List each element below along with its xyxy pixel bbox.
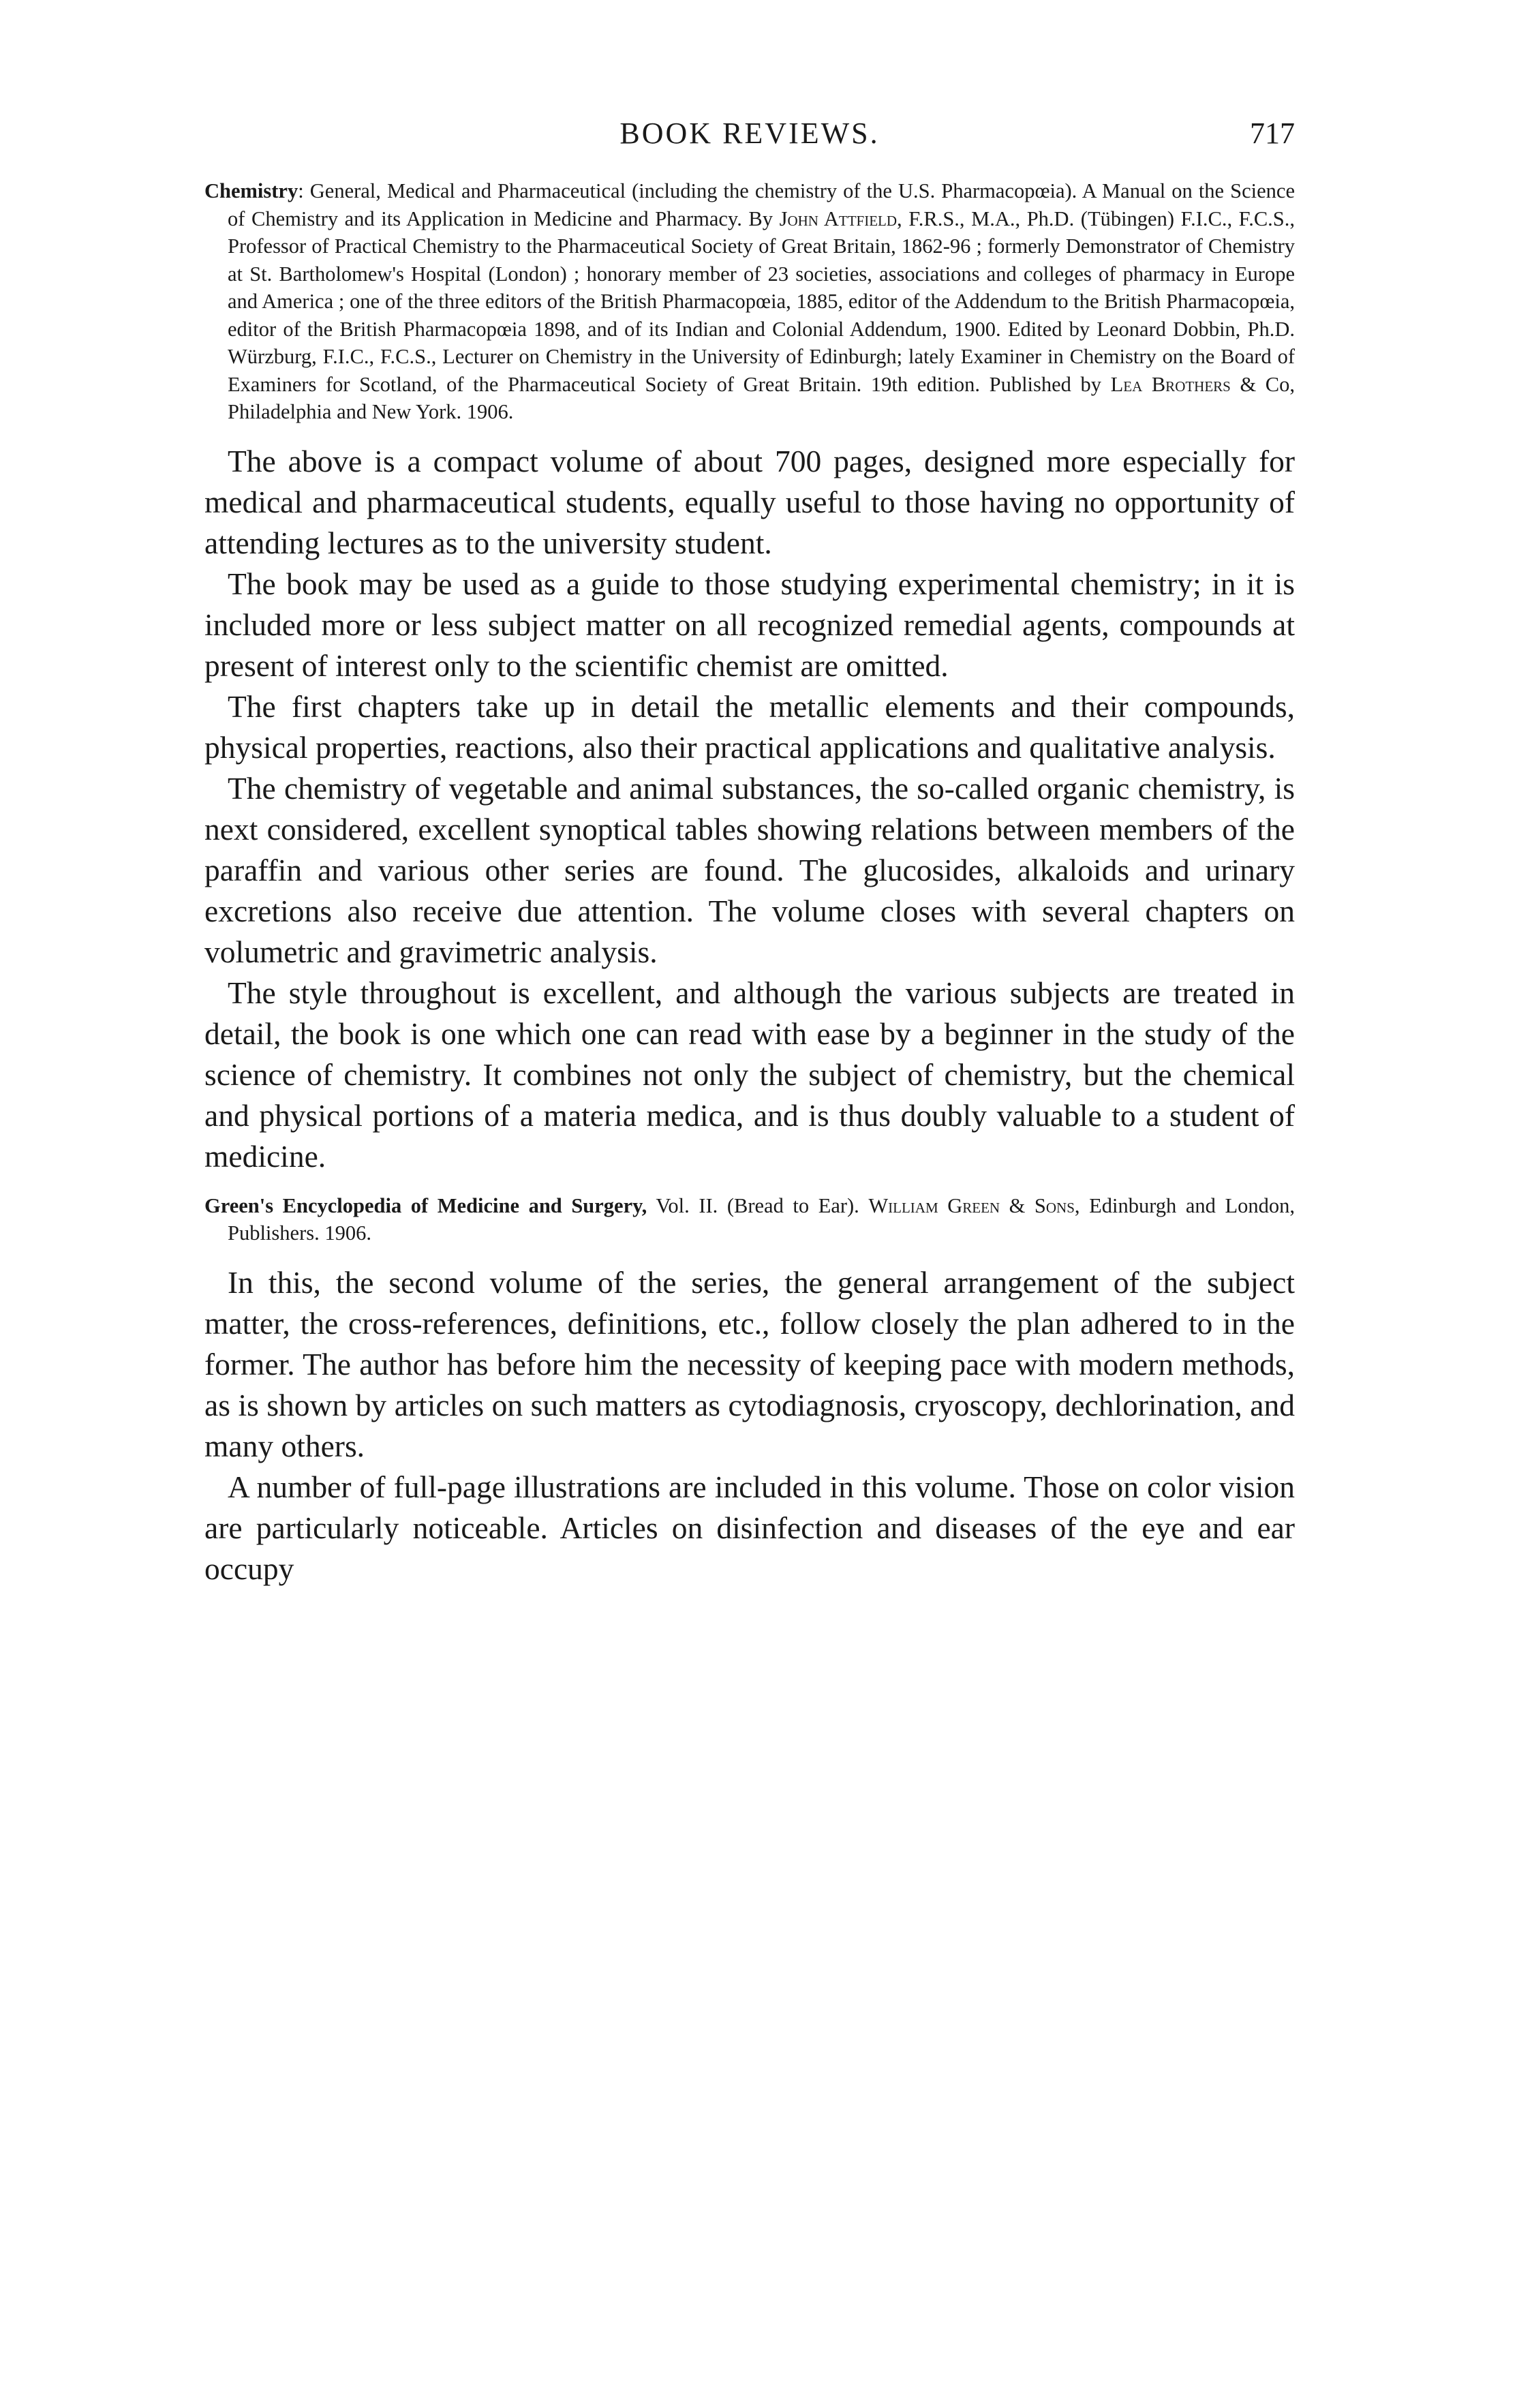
book-page [204, 116, 1295, 1589]
review-1-paragraph: The style throughout is excellent, and although the various subjects are treated in detail, the book is one which one can read with ease by a beginner in the study of the science of chemistry. It combines not only the subject of chemistry, but the chemical and physical portions of a materia medica, and is thus doubly valuable to a student of medicine. [204, 975, 1295, 1174]
review-1-paragraph: The first chapters take up in detail the metallic elements and their compounds, physical properties, reactions, also their practical applications and qualitative analysis. [204, 688, 1295, 765]
review-2-paragraph: A number of full-page illustrations are included in this volume. Those on color vision are particularly noticeable. Articles on disinfection and diseases of the eye and ear occupy [204, 1469, 1295, 1586]
page-number: 717 [1250, 117, 1295, 150]
review-2-publisher: William Green & Sons [868, 1193, 1075, 1217]
review-1-paragraph: The book may be used as a guide to those studying experimental chemistry; in it is included more or less subject matter on all recognized remedial agents, compounds at present of interest only to the scientific chemist are omitted. [204, 566, 1295, 683]
review-1-citation-part-1: : General, Medical and Pharmaceutical (including the chemistry of the U.S. Pharmacopœia). A Manual on the Science of Chemistry and its Application in Medicine and Pharmacy. By [228, 179, 1295, 230]
running-head [204, 116, 1295, 177]
running-title: BOOK REVIEWS. [619, 117, 880, 150]
review-1-citation-part-2: , F.R.S., M.A., Ph.D. (Tübingen) F.I.C., F.C.S., Professor of Practical Chemistry to the Pharmaceutical Society of Great Britain, 1862-96 ; formerly Demonstrator of Chemistry at St. Bartholomew's Hospital (London) ; honorary member of 23 societies, associations and colleges of pharmacy in Europe and America ; one of the three editors of the British Pharmacopœia, 1885, editor of the Addendum to the British Pharmacopœia, editor of the British Pharmacopœia 1898, and of its Indian and Colonial Addendum, 1900. Edited by Leonard Dobbin, Ph.D. Würzburg, F.I.C., F.C.S., Lecturer on Chemistry in the University of Edinburgh; lately Examiner in Chemistry on the Board of Examiners for Scotland, of the Pharmaceutical Society of Great Britain. 19th edition. Published by [228, 207, 1295, 396]
review-1-label: Chemistry [204, 179, 298, 202]
review-1-author: John Attfield [779, 207, 898, 230]
review-1-citation-part-3: & Co, Philadelphia and New York. 1906. [228, 372, 1295, 423]
review-1-paragraph: The chemistry of vegetable and animal substances, the so-called organic chemistry, is next considered, excellent synoptical tables showing relations between members of the paraffin and various other series are found. The glucosides, alkaloids and urinary excretions also receive due attention. The volume closes with several chapters on volumetric and gravimetric analysis. [204, 770, 1295, 969]
review-2-citation [204, 1192, 1295, 1247]
review-1-publisher: Lea Brothers [1110, 372, 1231, 396]
review-2-label: Green's Encyclopedia of Medicine and Surgery, [204, 1193, 647, 1217]
review-1-paragraph: The above is a compact volume of about 700 pages, designed more especially for medical and pharmaceutical students, equally useful to those having no opportunity of attending lectures as to the university student. [204, 443, 1295, 560]
review-2-citation-part-1: Vol. II. (Bread to Ear). [647, 1193, 869, 1217]
review-1-citation [204, 177, 1295, 426]
review-2-citation-part-2: , Edinburgh and London, Publishers. 1906. [228, 1193, 1295, 1245]
review-2-paragraph: In this, the second volume of the series, the general arrangement of the subject matter, the cross-references, definitions, etc., follow closely the plan adhered to in the former. The author has before him the necessity of keeping pace with modern methods, as is shown by articles on such matters as cytodiagnosis, cryoscopy, dechlorination, and many others. [204, 1264, 1295, 1463]
